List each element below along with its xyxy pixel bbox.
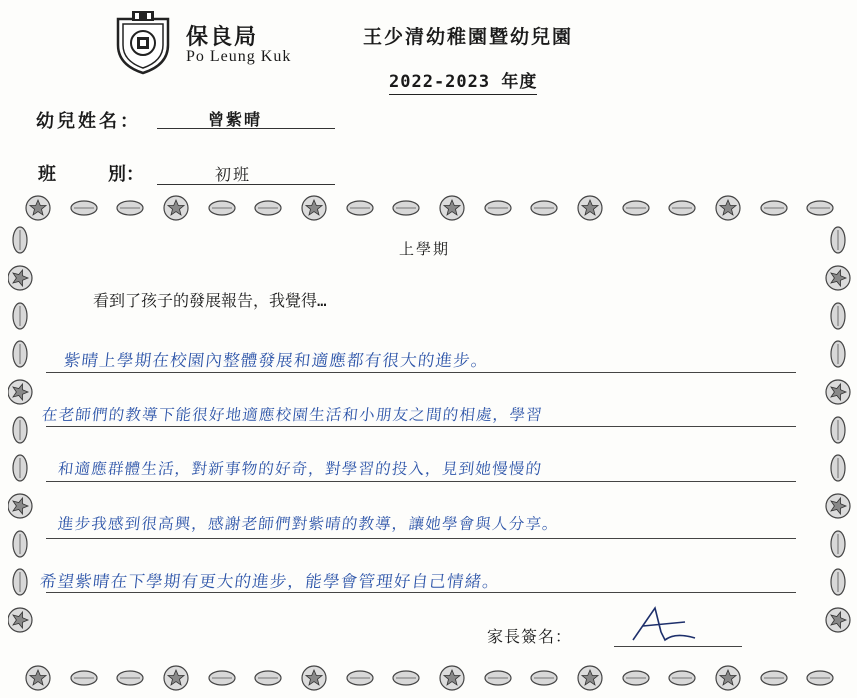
border-leaf-icon	[393, 201, 419, 215]
border-leaf-icon	[393, 671, 419, 685]
border-leaf-icon	[13, 417, 27, 443]
border-leaf-icon	[13, 227, 27, 253]
border-leaf-icon	[117, 671, 143, 685]
border-leaf-icon	[13, 455, 27, 481]
border-star-icon	[8, 380, 32, 404]
border-star-icon	[578, 196, 602, 220]
border-leaf-icon	[71, 671, 97, 685]
border-star-icon	[440, 666, 464, 690]
border-leaf-icon	[807, 201, 833, 215]
border-leaf-icon	[531, 201, 557, 215]
comment-rule-3	[46, 481, 796, 482]
border-leaf-icon	[807, 671, 833, 685]
class-underline	[157, 184, 335, 185]
border-star-icon	[302, 666, 326, 690]
school-year: 2022-2023 年度	[389, 67, 537, 95]
border-star-icon	[8, 608, 32, 632]
po-leung-kuk-logo	[112, 9, 174, 75]
comment-line-1: 紫晴上學期在校園內整體發展和適應都有很大的進步。	[62, 351, 490, 370]
border-leaf-icon	[117, 201, 143, 215]
term-title: 上學期	[399, 240, 451, 258]
border-leaf-icon	[669, 671, 695, 685]
border-leaf-icon	[761, 201, 787, 215]
border-star-icon	[8, 494, 32, 518]
border-star-icon	[26, 666, 50, 690]
decorative-border	[8, 190, 854, 696]
child-name-label: 幼兒姓名：	[36, 111, 141, 132]
comment-rule-5	[46, 592, 796, 593]
border-leaf-icon	[831, 303, 845, 329]
border-star-icon	[716, 666, 740, 690]
border-leaf-icon	[71, 201, 97, 215]
child-name-underline	[157, 128, 335, 129]
border-star-icon	[302, 196, 326, 220]
comment-rule-1	[46, 372, 796, 373]
border-star-icon	[8, 266, 32, 290]
comment-line-3: 和適應群體生活，對新事物的好奇，對學習的投入，見到她慢慢的	[56, 460, 544, 478]
school-name: 王少清幼稚園暨幼兒園	[363, 26, 574, 48]
border-leaf-icon	[831, 455, 845, 481]
border-star-icon	[826, 494, 850, 518]
comment-line-5: 希望紫晴在下學期有更大的進步，能學會管理好自己情緒。	[38, 572, 502, 591]
border-star-icon	[26, 196, 50, 220]
class-value: 初班	[215, 165, 252, 184]
border-leaf-icon	[485, 201, 511, 215]
border-leaf-icon	[209, 671, 235, 685]
border-leaf-icon	[13, 569, 27, 595]
org-name-en: Po Leung Kuk	[186, 48, 292, 65]
comment-rule-4	[46, 538, 796, 539]
border-leaf-icon	[347, 671, 373, 685]
border-star-icon	[578, 666, 602, 690]
border-leaf-icon	[531, 671, 557, 685]
border-leaf-icon	[255, 201, 281, 215]
border-leaf-icon	[623, 201, 649, 215]
border-leaf-icon	[761, 671, 787, 685]
org-name-zh: 保良局	[186, 25, 259, 50]
report-prompt: 看到了孩子的發展報告，我覺得…	[93, 291, 327, 310]
border-star-icon	[826, 380, 850, 404]
border-leaf-icon	[831, 531, 845, 557]
border-leaf-icon	[831, 569, 845, 595]
border-star-icon	[826, 266, 850, 290]
border-star-icon	[716, 196, 740, 220]
class-label	[38, 160, 144, 186]
border-leaf-icon	[485, 671, 511, 685]
border-leaf-icon	[831, 227, 845, 253]
border-star-icon	[440, 196, 464, 220]
border-star-icon	[164, 666, 188, 690]
border-leaf-icon	[13, 531, 27, 557]
border-leaf-icon	[347, 201, 373, 215]
border-leaf-icon	[13, 341, 27, 367]
signature-rule	[614, 646, 742, 647]
border-leaf-icon	[669, 201, 695, 215]
border-leaf-icon	[255, 671, 281, 685]
parent-signature	[625, 602, 705, 647]
border-leaf-icon	[831, 417, 845, 443]
comment-rule-2	[46, 426, 796, 427]
comment-line-2: 在老師們的教導下能很好地適應校園生活和小朋友之間的相處，學習	[40, 406, 544, 424]
class-label-a: 班	[38, 164, 56, 185]
child-name-value: 曾紫晴	[208, 110, 263, 129]
border-star-icon	[164, 196, 188, 220]
parent-signature-label: 家長簽名：	[487, 627, 573, 646]
border-leaf-icon	[831, 341, 845, 367]
border-leaf-icon	[623, 671, 649, 685]
comment-line-4: 進步我感到很高興，感謝老師們對紫晴的教導，讓她學會與人分享。	[56, 515, 560, 533]
border-leaf-icon	[209, 201, 235, 215]
class-label-b: 別：	[108, 164, 144, 185]
border-star-icon	[826, 608, 850, 632]
border-leaf-icon	[13, 303, 27, 329]
